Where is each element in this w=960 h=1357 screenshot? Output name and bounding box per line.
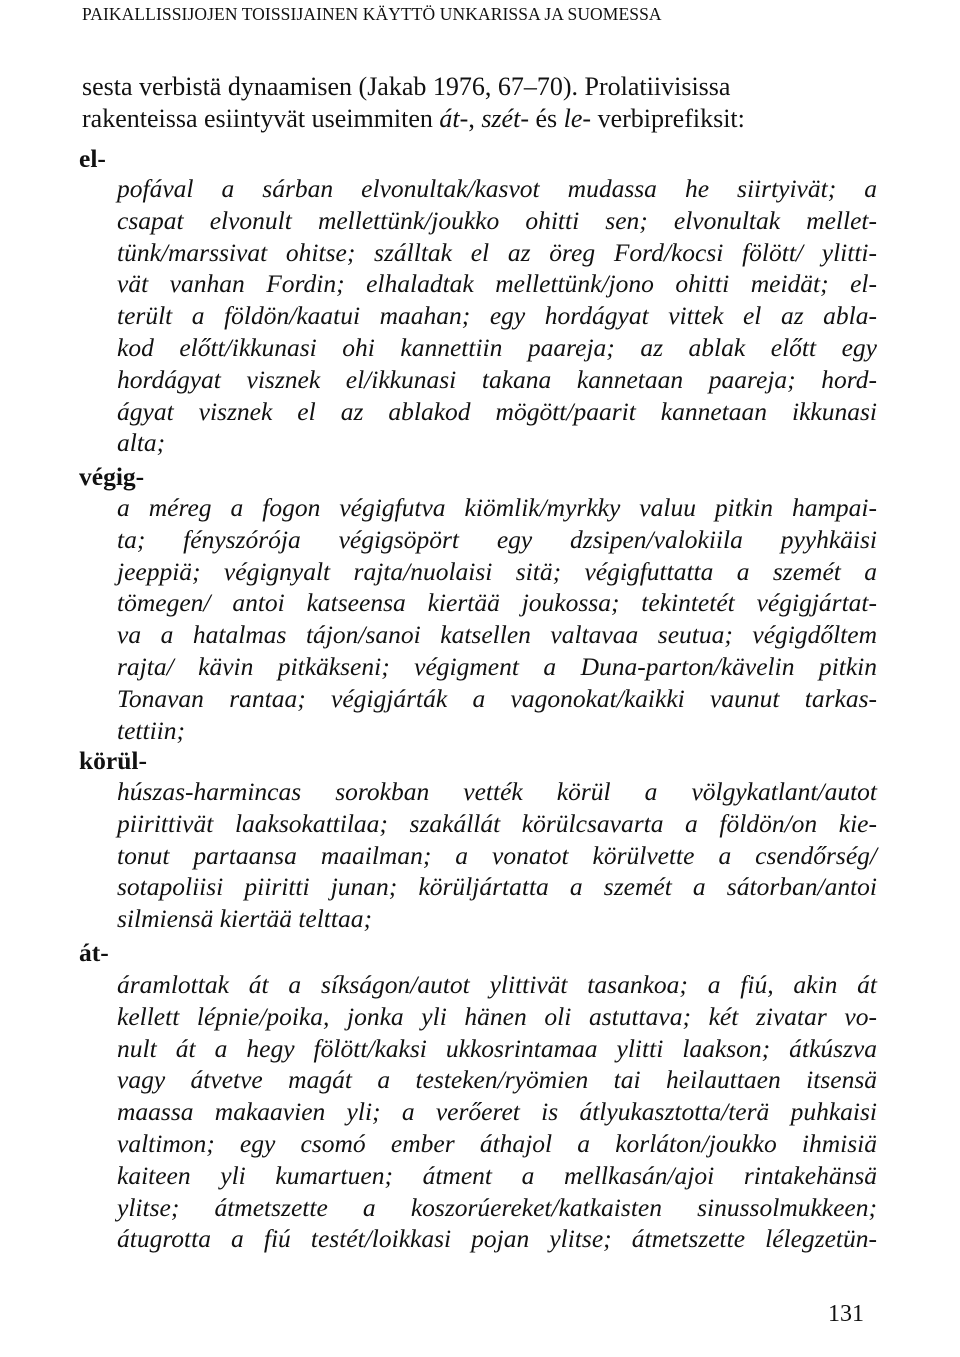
- example-line: tünk/marssivat ohitse; szálltak el az öreg Ford/kocsi fölött/ ylitti-: [117, 237, 877, 267]
- intro-line-1: sesta verbistä dynaamisen (Jakab 1976, 67–70). Prolatiivisissa: [82, 72, 731, 101]
- intro-text: ,: [468, 104, 482, 133]
- intro-text: és: [528, 104, 564, 133]
- example-line: ylitse; átmetszette a koszorúereket/katkaisten sinussolmukkeen;: [117, 1192, 877, 1222]
- example-line: maassa makaavien yli; a verőeret is átlyukasztotta/terä puhkaisi: [117, 1097, 877, 1127]
- running-head: PAIKALLISSIJOJEN TOISSIJAINEN KÄYTTÖ UNKARISSA JA SUOMESSA: [82, 4, 662, 24]
- example-line: silmiensä kiertää telttaa;: [117, 904, 372, 934]
- section-prefix-el: el-: [79, 144, 106, 173]
- prefix-example: szét-: [481, 104, 529, 133]
- example-line: nult át a hegy fölött/kaksi ukkosrintamaa ylitti laakson; átkúszva: [117, 1033, 877, 1063]
- example-line: piirittivät laaksokattilaa; szakállát körülcsavarta a földön/on kie-: [117, 808, 877, 838]
- example-line: terült a földön/kaatui maahan; egy hordágyat vittek el az abla-: [117, 301, 877, 331]
- example-line: átugrotta a fiú testét/loikkasi pojan ylitse; átmetszette lélegzetün-: [117, 1224, 877, 1254]
- example-line: rajta/ kävin pitkäkseni; végigment a Duna-parton/kävelin pitkin: [117, 651, 877, 681]
- example-line: kellett lépnie/poika, jonka yli hänen oli astuttava; két zivatar vo-: [117, 1001, 877, 1031]
- example-line: a méreg a fogon végigfutva kiömlik/myrkky valuu pitkin hampai-: [117, 493, 877, 522]
- prefix-example: le-: [563, 104, 592, 133]
- example-line: tettiin;: [117, 715, 185, 745]
- example-line: ágyat visznek el az ablakod mögött/paarit kannetaan ikkunasi: [117, 396, 877, 426]
- intro-line-2: [82, 103, 872, 135]
- section-prefix-at: át-: [79, 938, 109, 967]
- section-prefix-vegig: végig-: [79, 462, 145, 491]
- section-examples-el: [117, 173, 877, 459]
- section-examples-at: [117, 969, 877, 1255]
- example-line: húszas-harmincas sorokban vették körül a völgykatlant/autot: [117, 777, 877, 806]
- example-line: ta; fényszórója végigsöpört egy dzsipen/valokiila pyyhkäisi: [117, 524, 877, 554]
- intro-text: rakenteissa esiintyvät useimmiten: [82, 104, 440, 133]
- example-line: Tonavan rantaa; végigjárták a vagonokat/kaikki vaunut tarkas-: [117, 683, 877, 713]
- example-line: áramlottak át a síkságon/autot ylittivät tasankoa; a fiú, akin át: [117, 970, 877, 999]
- example-line: hordágyat visznek el/ikkunasi takana kannetaan paareja; hord-: [117, 364, 877, 394]
- example-line: va a hatalmas tájon/sanoi katsellen valtavaa seutua; végigdőltem: [117, 620, 877, 650]
- section-examples-korul: [117, 776, 877, 935]
- example-line: sotapoliisi piiritti junan; körüljártatta a szemét a sátorban/antoi: [117, 872, 877, 902]
- intro-paragraph: [82, 71, 872, 135]
- example-line: tömegen/ antoi katseensa kiertää joukossa; tekintetét végigjártat-: [117, 588, 877, 618]
- example-line: valtimon; egy csomó ember áthajol a korláton/joukko ihmisiä: [117, 1128, 877, 1158]
- example-line: alta;: [117, 428, 166, 458]
- section-prefix-korul: körül-: [79, 746, 148, 775]
- example-line: vät vanhan Fordin; elhaladtak mellettünk/jono ohitti meidät; el-: [117, 269, 877, 299]
- intro-text: verbiprefiksit:: [591, 104, 745, 133]
- example-line: jeeppiä; végignyalt rajta/nuolaisi sitä; végigfuttatta a szemét a: [117, 556, 877, 586]
- example-line: tonut partaansa maailman; a vonatot körülvette a csendőrség/: [117, 840, 877, 870]
- section-examples-vegig: [117, 492, 877, 746]
- example-line: vagy átvetve magát a testeken/ryömien tai heilauttaen itsensä: [117, 1065, 877, 1095]
- example-line: kaiteen yli kumartuen; átment a mellkasán/ajoi rintakehänsä: [117, 1160, 877, 1190]
- example-line: pofával a sárban elvonultak/kasvot mudassa he siirtyivät; a: [117, 174, 877, 203]
- prefix-example: át-: [439, 104, 469, 133]
- example-line: csapat elvonult mellettünk/joukko ohitti sen; elvonultak mellet-: [117, 205, 877, 235]
- page-number: 131: [828, 1301, 864, 1327]
- example-line: kod előtt/ikkunasi ohi kannettiin paareja; az ablak előtt egy: [117, 332, 877, 362]
